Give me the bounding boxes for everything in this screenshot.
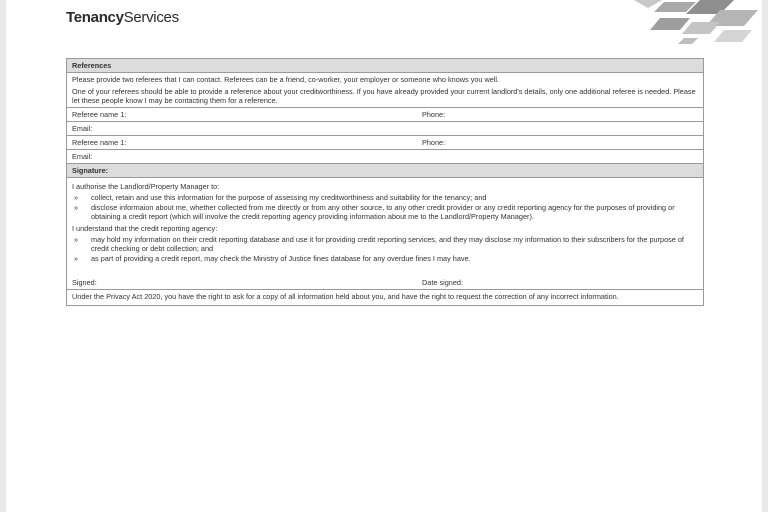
bullet-icon: » (74, 254, 79, 263)
document-page (6, 0, 762, 512)
referee-2-phone-field[interactable]: Phone: (422, 138, 446, 147)
references-instructions (67, 72, 703, 107)
references-intro-2: One of your referees should be able to provide a reference about your creditworthiness. If you have already provided your current landlord's details, only one additional referee is needed. Please let these people know I may be contacting them for a reference. (72, 87, 696, 105)
list-item: » as part of providing a credit report, may check the Ministry of Justice fines database for any overdue fines I may have. (74, 254, 471, 263)
list-item: » may hold my information on their credit reporting database and use it for providing credit reporting services, and they may disclose my information to their subscribers for the purpose of credit checking or debt collection; and (74, 235, 684, 253)
decorative-tiles (612, 0, 762, 50)
referee-2-email-field[interactable]: Email: (67, 149, 703, 163)
references-heading: References (67, 59, 703, 72)
referee-2-name-row (67, 135, 703, 149)
referee-1-email-field[interactable]: Email: (67, 121, 703, 135)
tenancy-form (66, 58, 704, 306)
references-intro-1: Please provide two referees that I can contact. Referees can be a friend, co-worker, your employer or someone who knows you well. (72, 75, 500, 84)
signature-body (67, 177, 703, 289)
referee-1-name-row (67, 107, 703, 121)
bullet-icon: » (74, 203, 79, 212)
signature-row (72, 278, 698, 287)
authorise-intro: I authorise the Landlord/Property Manager to: (72, 182, 220, 191)
referee-2-name-field[interactable]: Referee name 1: (72, 138, 127, 147)
referee-1-phone-field[interactable]: Phone: (422, 110, 446, 119)
brand-logo: TenancyServices (66, 9, 179, 26)
date-signed-field[interactable]: Date signed: (422, 278, 463, 287)
list-item: » collect, retain and use this information for the purpose of assessing my creditworthiness and suitability for the tenancy; and (74, 193, 487, 202)
privacy-note: Under the Privacy Act 2020, you have the right to ask for a copy of all information held about you, and have the right to request the correction of any incorrect information. (67, 289, 703, 305)
referee-1-name-field[interactable]: Referee name 1: (72, 110, 127, 119)
authorise-list (72, 193, 698, 221)
signature-heading: Signature: (67, 163, 703, 177)
bullet-icon: » (74, 235, 79, 244)
understand-list (72, 235, 698, 263)
signed-field[interactable]: Signed: (72, 278, 97, 287)
understand-intro: I understand that the credit reporting agency: (72, 224, 218, 233)
bullet-icon: » (74, 193, 79, 202)
list-item: » disclose informaion about me, whether collected from me directly or from any other source, to any other credit provider or any credit reporting agency for the purposes of providing or obtaining a credit report (which will involve the credit reporting agency providing information about me to the Landlord/Property Manager). (74, 203, 675, 221)
